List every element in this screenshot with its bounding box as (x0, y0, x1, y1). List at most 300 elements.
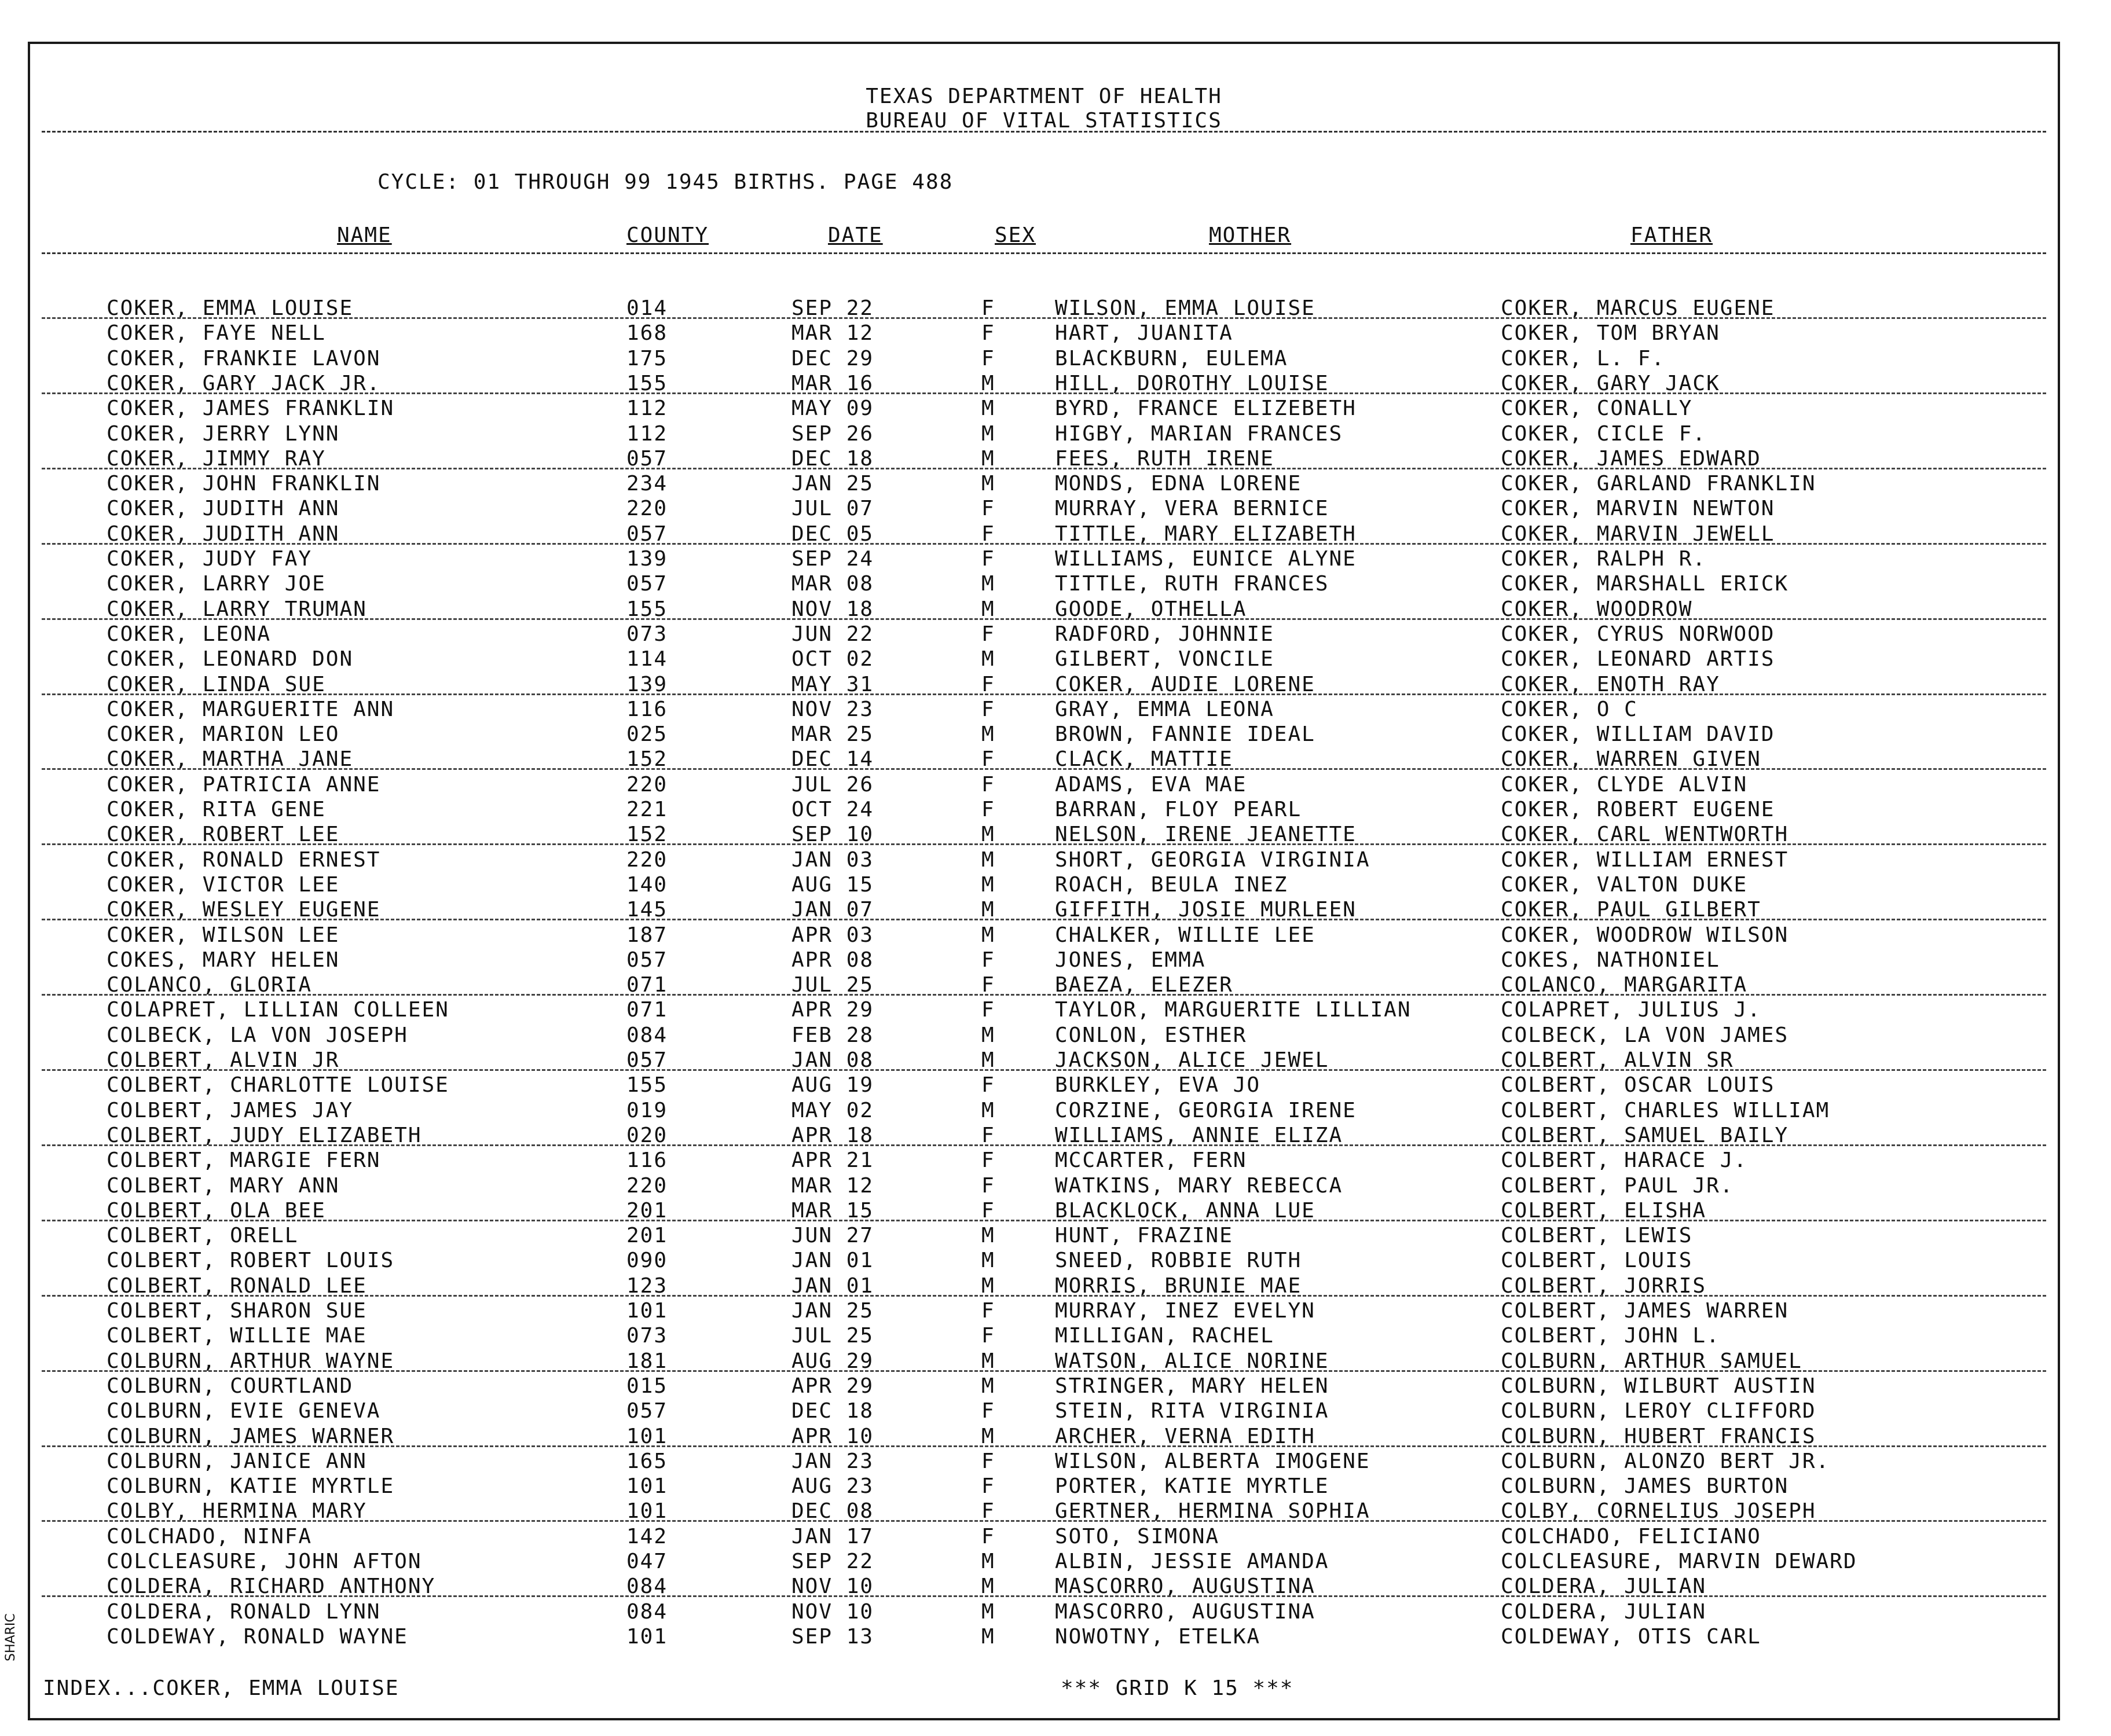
record-county: 090 (626, 1249, 668, 1272)
record-county: 220 (626, 497, 668, 520)
record-mother: MILLIGAN, RACHEL (1055, 1324, 1274, 1348)
record-date: DEC 08 (791, 1499, 874, 1523)
record-mother: TAYLOR, MARGUERITE LILLIAN (1055, 998, 1412, 1022)
record-name: COKER, LEONA (107, 622, 272, 646)
table-row (30, 722, 2058, 747)
record-father: COKER, WARREN GIVEN (1501, 747, 1761, 771)
header-rule (42, 131, 2046, 133)
record-sex: F (981, 1525, 995, 1548)
table-row (30, 1550, 2058, 1574)
record-father: COKER, TOM BRYAN (1501, 321, 1720, 345)
table-row (30, 1324, 2058, 1349)
table-row (30, 773, 2058, 798)
record-county: 101 (626, 1474, 668, 1498)
record-county: 220 (626, 773, 668, 797)
record-county: 116 (626, 1148, 668, 1172)
record-father: COKER, MARVIN NEWTON (1501, 497, 1775, 520)
record-name: COKER, JUDITH ANN (107, 497, 340, 520)
column-header-sex: SEX (995, 223, 1036, 247)
record-sex: M (981, 1425, 995, 1448)
record-mother: NELSON, IRENE JEANETTE (1055, 823, 1357, 846)
record-county: 073 (626, 1324, 668, 1348)
record-father: COKER, MARCUS EUGENE (1501, 296, 1775, 320)
record-sex: M (981, 472, 995, 496)
record-mother: GERTNER, HERMINA SOPHIA (1055, 1499, 1370, 1523)
record-county: 112 (626, 397, 668, 420)
record-mother: JACKSON, ALICE JEWEL (1055, 1048, 1329, 1072)
record-sex: M (981, 1574, 995, 1598)
record-father: COKER, CARL WENTWORTH (1501, 823, 1789, 846)
record-name: COLBERT, RONALD LEE (107, 1274, 367, 1298)
record-sex: F (981, 497, 995, 520)
record-father: COKER, WOODROW (1501, 597, 1693, 621)
column-header-name: NAME (337, 223, 392, 247)
record-father: COLBURN, LEROY CLIFFORD (1501, 1399, 1816, 1423)
row-separator (42, 1520, 2046, 1522)
row-separator (42, 1595, 2046, 1597)
record-name: COLCHADO, NINFA (107, 1525, 313, 1548)
record-date: MAR 08 (791, 572, 874, 596)
record-father: COLBURN, WILBURT AUSTIN (1501, 1374, 1816, 1398)
record-mother: HILL, DOROTHY LOUISE (1055, 372, 1329, 395)
record-date: JAN 25 (791, 472, 874, 496)
record-sex: M (981, 1600, 995, 1624)
record-father: COLDERA, JULIAN (1501, 1600, 1707, 1624)
record-name: COKER, VICTOR LEE (107, 873, 340, 897)
record-name: COLBY, HERMINA MARY (107, 1499, 367, 1523)
row-separator (42, 1069, 2046, 1071)
record-sex: F (981, 1399, 995, 1423)
record-date: NOV 10 (791, 1574, 874, 1598)
record-name: COKER, FAYE NELL (107, 321, 326, 345)
record-name: COLBERT, SHARON SUE (107, 1299, 367, 1323)
record-mother: SNEED, ROBBIE RUTH (1055, 1249, 1302, 1272)
column-header-rule (42, 252, 2046, 254)
record-sex: M (981, 1349, 995, 1373)
record-father: COKES, NATHONIEL (1501, 948, 1720, 972)
record-date: JUL 25 (791, 973, 874, 997)
record-sex: F (981, 973, 995, 997)
record-county: 112 (626, 422, 668, 446)
record-sex: F (981, 1199, 995, 1223)
record-date: JAN 17 (791, 1525, 874, 1548)
record-date: APR 18 (791, 1124, 874, 1147)
record-date: JAN 01 (791, 1249, 874, 1272)
record-mother: BYRD, FRANCE ELIZEBETH (1055, 397, 1357, 420)
record-name: COLAPRET, LILLIAN COLLEEN (107, 998, 449, 1022)
record-county: 155 (626, 1073, 668, 1097)
record-mother: MASCORRO, AUGUSTINA (1055, 1600, 1315, 1624)
record-date: DEC 29 (791, 347, 874, 370)
record-date: MAY 31 (791, 673, 874, 696)
record-name: COLBURN, KATIE MYRTLE (107, 1474, 395, 1498)
record-father: COLBY, CORNELIUS JOSEPH (1501, 1499, 1816, 1523)
record-date: SEP 24 (791, 547, 874, 571)
record-sex: F (981, 1499, 995, 1523)
record-father: COKER, RALPH R. (1501, 547, 1707, 571)
record-sex: F (981, 1474, 995, 1498)
table-row (30, 321, 2058, 346)
record-father: COKER, WILLIAM DAVID (1501, 722, 1775, 746)
record-date: MAR 16 (791, 372, 874, 395)
row-separator (42, 1295, 2046, 1297)
record-county: 220 (626, 1174, 668, 1198)
record-name: COKER, RONALD ERNEST (107, 848, 381, 872)
record-county: 140 (626, 873, 668, 897)
record-date: DEC 18 (791, 447, 874, 471)
row-separator (42, 543, 2046, 545)
record-sex: M (981, 1625, 995, 1649)
record-date: MAR 12 (791, 1174, 874, 1198)
record-mother: WILSON, EMMA LOUISE (1055, 296, 1315, 320)
record-county: 155 (626, 372, 668, 395)
record-name: COLDERA, RONALD LYNN (107, 1600, 381, 1624)
record-sex: F (981, 321, 995, 345)
record-sex: M (981, 597, 995, 621)
table-row (30, 647, 2058, 672)
record-father: COKER, CYRUS NORWOOD (1501, 622, 1775, 646)
table-row (30, 397, 2058, 421)
record-county: 084 (626, 1023, 668, 1047)
record-mother: SOTO, SIMONA (1055, 1525, 1220, 1548)
table-row (30, 798, 2058, 823)
record-county: 020 (626, 1124, 668, 1147)
record-date: OCT 24 (791, 798, 874, 821)
record-mother: PORTER, KATIE MYRTLE (1055, 1474, 1329, 1498)
record-father: COKER, WOODROW WILSON (1501, 923, 1789, 947)
record-date: APR 29 (791, 998, 874, 1022)
record-sex: M (981, 647, 995, 671)
record-sex: M (981, 397, 995, 420)
record-mother: WILLIAMS, ANNIE ELIZA (1055, 1124, 1343, 1147)
record-date: APR 29 (791, 1374, 874, 1398)
record-name: COLDEWAY, RONALD WAYNE (107, 1625, 408, 1649)
table-row (30, 1148, 2058, 1173)
record-sex: M (981, 923, 995, 947)
record-father: COKER, ENOTH RAY (1501, 673, 1720, 696)
record-father: COLCLEASURE, MARVIN DEWARD (1501, 1550, 1857, 1573)
record-father: COKER, L. F. (1501, 347, 1666, 370)
record-county: 145 (626, 898, 668, 922)
record-sex: M (981, 1048, 995, 1072)
table-row (30, 472, 2058, 497)
record-mother: MASCORRO, AUGUSTINA (1055, 1574, 1315, 1598)
record-mother: CHALKER, WILLIE LEE (1055, 923, 1315, 947)
table-row (30, 848, 2058, 873)
record-date: JUL 26 (791, 773, 874, 797)
row-separator (42, 768, 2046, 770)
record-date: SEP 22 (791, 1550, 874, 1573)
table-row (30, 1449, 2058, 1474)
record-name: COKER, LARRY JOE (107, 572, 326, 596)
record-date: JUL 07 (791, 497, 874, 520)
record-sex: M (981, 1224, 995, 1247)
record-father: COLBERT, ALVIN SR (1501, 1048, 1734, 1072)
table-row (30, 998, 2058, 1023)
record-county: 057 (626, 1399, 668, 1423)
record-county: 071 (626, 973, 668, 997)
record-county: 139 (626, 673, 668, 696)
record-father: COKER, GARY JACK (1501, 372, 1720, 395)
record-county: 155 (626, 597, 668, 621)
record-date: AUG 15 (791, 873, 874, 897)
record-name: COLBURN, ARTHUR WAYNE (107, 1349, 395, 1373)
row-separator (42, 1220, 2046, 1221)
record-name: COKER, MARGUERITE ANN (107, 698, 395, 721)
record-sex: F (981, 798, 995, 821)
record-sex: M (981, 447, 995, 471)
table-row (30, 422, 2058, 447)
record-date: APR 10 (791, 1425, 874, 1448)
record-county: 057 (626, 572, 668, 596)
record-county: 221 (626, 798, 668, 821)
row-separator (42, 843, 2046, 845)
record-father: COLBURN, ALONZO BERT JR. (1501, 1449, 1830, 1473)
record-name: COKER, JIMMY RAY (107, 447, 326, 471)
row-separator (42, 1144, 2046, 1146)
record-date: JAN 25 (791, 1299, 874, 1323)
record-name: COKER, WILSON LEE (107, 923, 340, 947)
record-date: MAR 12 (791, 321, 874, 345)
record-mother: BLACKLOCK, ANNA LUE (1055, 1199, 1315, 1223)
record-date: OCT 02 (791, 647, 874, 671)
record-sex: M (981, 372, 995, 395)
record-father: COLBURN, ARTHUR SAMUEL (1501, 1349, 1802, 1373)
record-county: 139 (626, 547, 668, 571)
record-name: COLBURN, JAMES WARNER (107, 1425, 395, 1448)
table-row (30, 1073, 2058, 1098)
table-row (30, 1099, 2058, 1124)
record-mother: RADFORD, JOHNNIE (1055, 622, 1274, 646)
record-name: COKER, JOHN FRANKLIN (107, 472, 381, 496)
record-county: 057 (626, 948, 668, 972)
cycle-info: CYCLE: 01 THROUGH 99 1945 BIRTHS. PAGE 488 (378, 170, 954, 194)
table-row (30, 547, 2058, 572)
table-row (30, 347, 2058, 372)
table-row (30, 1299, 2058, 1324)
record-sex: F (981, 998, 995, 1022)
record-mother: COKER, AUDIE LORENE (1055, 673, 1315, 696)
record-sex: F (981, 622, 995, 646)
record-father: COKER, JAMES EDWARD (1501, 447, 1761, 471)
record-father: COKER, ROBERT EUGENE (1501, 798, 1775, 821)
record-county: 084 (626, 1600, 668, 1624)
row-separator (42, 618, 2046, 620)
record-date: APR 21 (791, 1148, 874, 1172)
record-father: COKER, O C (1501, 698, 1638, 721)
record-county: 201 (626, 1224, 668, 1247)
record-sex: F (981, 1449, 995, 1473)
column-header-mother: MOTHER (1209, 223, 1292, 247)
record-name: COKER, LEONARD DON (107, 647, 354, 671)
record-county: 014 (626, 296, 668, 320)
record-father: COKER, WILLIAM ERNEST (1501, 848, 1789, 872)
record-father: COLBERT, SAMUEL BAILY (1501, 1124, 1789, 1147)
row-separator (42, 919, 2046, 920)
table-row (30, 572, 2058, 597)
record-county: 101 (626, 1625, 668, 1649)
record-county: 168 (626, 321, 668, 345)
table-row (30, 923, 2058, 948)
record-mother: WATSON, ALICE NORINE (1055, 1349, 1329, 1373)
record-county: 015 (626, 1374, 668, 1398)
record-mother: GRAY, EMMA LEONA (1055, 698, 1274, 721)
table-row (30, 1249, 2058, 1273)
record-sex: M (981, 1374, 995, 1398)
record-name: COKER, JUDITH ANN (107, 522, 340, 546)
record-name: COKER, GARY JACK JR. (107, 372, 381, 395)
record-sex: M (981, 1249, 995, 1272)
record-mother: MURRAY, INEZ EVELYN (1055, 1299, 1315, 1323)
record-name: COKES, MARY HELEN (107, 948, 340, 972)
record-sex: F (981, 673, 995, 696)
record-date: MAY 09 (791, 397, 874, 420)
record-county: 175 (626, 347, 668, 370)
record-county: 220 (626, 848, 668, 872)
record-date: JUN 22 (791, 622, 874, 646)
record-father: COLANCO, MARGARITA (1501, 973, 1748, 997)
record-name: COLBURN, COURTLAND (107, 1374, 354, 1398)
record-name: COKER, RITA GENE (107, 798, 326, 821)
record-sex: F (981, 347, 995, 370)
record-mother: STRINGER, MARY HELEN (1055, 1374, 1329, 1398)
record-name: COKER, FRANKIE LAVON (107, 347, 381, 370)
record-sex: M (981, 898, 995, 922)
record-date: AUG 23 (791, 1474, 874, 1498)
record-mother: CONLON, ESTHER (1055, 1023, 1247, 1047)
record-sex: F (981, 948, 995, 972)
grid-footer: *** GRID K 15 *** (1061, 1676, 1294, 1700)
record-sex: F (981, 296, 995, 320)
table-row (30, 948, 2058, 973)
record-mother: STEIN, RITA VIRGINIA (1055, 1399, 1329, 1423)
record-sex: F (981, 1073, 995, 1097)
record-date: APR 08 (791, 948, 874, 972)
record-mother: MORRIS, BRUNIE MAE (1055, 1274, 1302, 1298)
record-name: COKER, JERRY LYNN (107, 422, 340, 446)
record-name: COLBERT, JUDY ELIZABETH (107, 1124, 422, 1147)
record-date: JAN 01 (791, 1274, 874, 1298)
record-name: COLBURN, JANICE ANN (107, 1449, 367, 1473)
record-father: COLBURN, HUBERT FRANCIS (1501, 1425, 1816, 1448)
record-father: COLAPRET, JULIUS J. (1501, 998, 1761, 1022)
record-county: 201 (626, 1199, 668, 1223)
record-sex: M (981, 848, 995, 872)
row-separator (42, 693, 2046, 695)
row-separator (42, 468, 2046, 469)
record-date: JUL 25 (791, 1324, 874, 1348)
record-name: COKER, JUDY FAY (107, 547, 313, 571)
record-mother: WATKINS, MARY REBECCA (1055, 1174, 1343, 1198)
record-father: COKER, MARVIN JEWELL (1501, 522, 1775, 546)
record-date: NOV 18 (791, 597, 874, 621)
record-mother: BROWN, FANNIE IDEAL (1055, 722, 1315, 746)
record-date: APR 03 (791, 923, 874, 947)
table-row (30, 873, 2058, 898)
record-sex: F (981, 773, 995, 797)
record-mother: HART, JUANITA (1055, 321, 1233, 345)
record-county: 116 (626, 698, 668, 721)
record-mother: GIFFITH, JOSIE MURLEEN (1055, 898, 1357, 922)
record-father: COLBERT, PAUL JR. (1501, 1174, 1734, 1198)
table-row (30, 497, 2058, 522)
record-father: COLBERT, LOUIS (1501, 1249, 1693, 1272)
record-date: MAR 25 (791, 722, 874, 746)
record-sex: M (981, 823, 995, 846)
record-sex: M (981, 572, 995, 596)
record-mother: TITTLE, RUTH FRANCES (1055, 572, 1329, 596)
record-name: COKER, ROBERT LEE (107, 823, 340, 846)
record-sex: F (981, 1124, 995, 1147)
table-row (30, 1474, 2058, 1499)
record-mother: TITTLE, MARY ELIZABETH (1055, 522, 1357, 546)
table-row (30, 1600, 2058, 1625)
record-date: JAN 03 (791, 848, 874, 872)
record-name: COKER, EMMA LOUISE (107, 296, 354, 320)
record-father: COKER, VALTON DUKE (1501, 873, 1748, 897)
record-sex: M (981, 1023, 995, 1047)
record-father: COKER, CONALLY (1501, 397, 1693, 420)
record-mother: MURRAY, VERA BERNICE (1055, 497, 1329, 520)
record-father: COKER, LEONARD ARTIS (1501, 647, 1775, 671)
table-row (30, 1399, 2058, 1424)
record-mother: BLACKBURN, EULEMA (1055, 347, 1288, 370)
table-row (30, 1224, 2058, 1249)
record-date: JAN 07 (791, 898, 874, 922)
record-name: COLBERT, ORELL (107, 1224, 299, 1247)
record-father: COLBERT, CHARLES WILLIAM (1501, 1099, 1830, 1122)
record-date: JAN 08 (791, 1048, 874, 1072)
record-mother: FEES, RUTH IRENE (1055, 447, 1274, 471)
record-name: COLBERT, WILLIE MAE (107, 1324, 367, 1348)
record-county: 234 (626, 472, 668, 496)
column-header-father: FATHER (1630, 223, 1713, 247)
record-sex: F (981, 747, 995, 771)
row-separator (42, 994, 2046, 996)
record-county: 071 (626, 998, 668, 1022)
record-mother: CORZINE, GEORGIA IRENE (1055, 1099, 1357, 1122)
record-name: COLBERT, MARGIE FERN (107, 1148, 381, 1172)
record-father: COLBURN, JAMES BURTON (1501, 1474, 1789, 1498)
record-county: 123 (626, 1274, 668, 1298)
record-name: COLBURN, EVIE GENEVA (107, 1399, 381, 1423)
record-date: DEC 14 (791, 747, 874, 771)
record-name: COLBERT, MARY ANN (107, 1174, 340, 1198)
side-label: SHARIC (3, 1613, 18, 1661)
record-name: COLBECK, LA VON JOSEPH (107, 1023, 408, 1047)
record-county: 165 (626, 1449, 668, 1473)
record-name: COKER, WESLEY EUGENE (107, 898, 381, 922)
record-date: AUG 29 (791, 1349, 874, 1373)
record-sex: F (981, 1299, 995, 1323)
record-name: COKER, MARTHA JANE (107, 747, 354, 771)
record-mother: ARCHER, VERNA EDITH (1055, 1425, 1315, 1448)
record-county: 019 (626, 1099, 668, 1122)
record-father: COLDERA, JULIAN (1501, 1574, 1707, 1598)
record-county: 084 (626, 1574, 668, 1598)
record-date: SEP 10 (791, 823, 874, 846)
table-row (30, 1525, 2058, 1550)
record-mother: BAEZA, ELEZER (1055, 973, 1233, 997)
record-sex: F (981, 1324, 995, 1348)
record-county: 057 (626, 447, 668, 471)
record-date: NOV 23 (791, 698, 874, 721)
record-father: COLBERT, HARACE J. (1501, 1148, 1748, 1172)
bureau-title: BUREAU OF VITAL STATISTICS (866, 109, 1222, 133)
record-mother: HUNT, FRAZINE (1055, 1224, 1233, 1247)
record-county: 181 (626, 1349, 668, 1373)
record-date: DEC 05 (791, 522, 874, 546)
